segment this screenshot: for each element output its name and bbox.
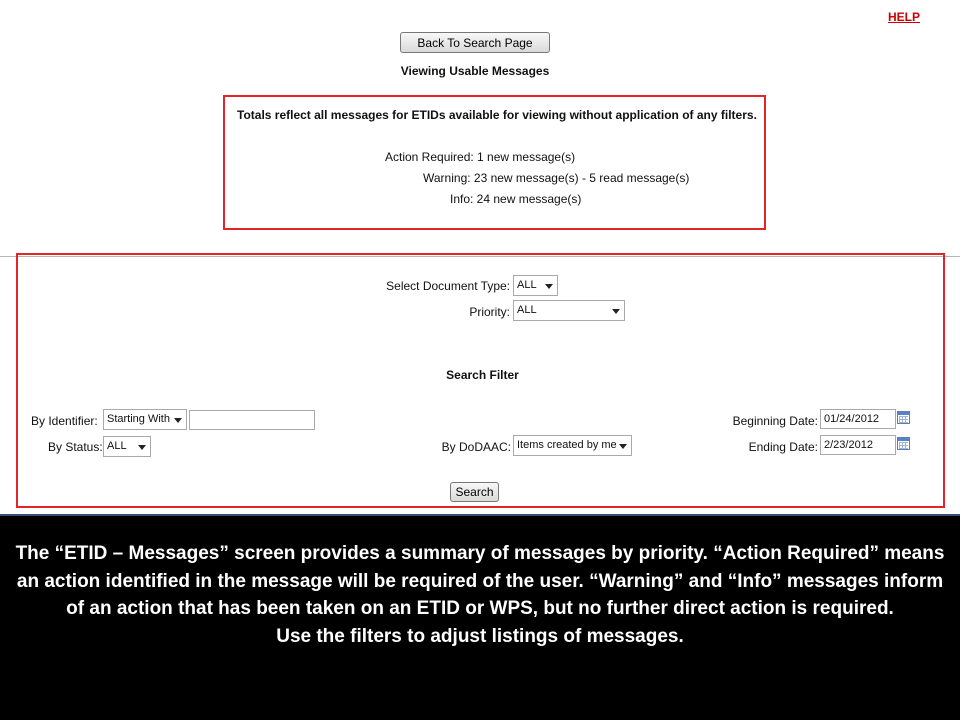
status-value: ALL — [107, 440, 127, 452]
totals-note: Totals reflect all messages for ETIDs available for viewing without application of any filters. — [237, 108, 757, 122]
caption-panel — [0, 514, 960, 720]
dodaac-value: Items created by me — [517, 439, 617, 451]
priority-select[interactable] — [513, 300, 625, 321]
identifier-mode-select[interactable] — [103, 409, 187, 430]
calendar-icon[interactable] — [897, 411, 910, 424]
info-total: Info: 24 new message(s) — [450, 192, 582, 206]
priority-value: ALL — [517, 304, 537, 316]
status-select[interactable] — [103, 436, 151, 457]
chevron-down-icon — [612, 309, 620, 314]
warning-total: Warning: 23 new message(s) - 5 read message(s) — [423, 171, 690, 185]
caption-instruction: Use the filters to adjust listings of messages. — [276, 625, 684, 647]
beginning-date-input[interactable]: 01/24/2012 — [820, 409, 896, 429]
back-to-search-button[interactable]: Back To Search Page — [400, 32, 550, 53]
ending-date-label: Ending Date: — [748, 440, 818, 454]
action-required-total: Action Required: 1 new message(s) — [385, 150, 576, 164]
totals-summary-box — [223, 95, 766, 230]
dodaac-label: By DoDAAC: — [441, 440, 511, 454]
identifier-input[interactable] — [189, 410, 315, 430]
chevron-down-icon — [619, 444, 627, 449]
help-link[interactable]: HELP — [887, 10, 920, 24]
chevron-down-icon — [138, 445, 146, 450]
dodaac-select[interactable] — [513, 435, 632, 456]
priority-label: Priority: — [469, 305, 510, 319]
calendar-icon[interactable] — [897, 437, 910, 450]
identifier-label: By Identifier: — [31, 414, 98, 428]
status-label: By Status: — [48, 440, 103, 454]
identifier-mode-value: Starting With — [107, 413, 170, 425]
ending-date-input[interactable]: 2/23/2012 — [820, 435, 896, 455]
doc-type-label: Select Document Type: — [386, 279, 510, 293]
chevron-down-icon — [174, 418, 182, 423]
beginning-date-label: Beginning Date: — [732, 414, 818, 428]
doc-type-select[interactable] — [513, 275, 558, 296]
chevron-down-icon — [545, 284, 553, 289]
filter-panel — [16, 253, 945, 508]
page-title: Viewing Usable Messages — [400, 64, 550, 78]
caption-description: The “ETID – Messages” screen provides a summary of messages by priority. “Action Required” means an action identified in the message will be required of the user. “Warning” and “Info” messages inform of an action that has been taken on an ETID or WPS, but no further direct action is required. — [15, 543, 945, 619]
search-button[interactable]: Search — [450, 482, 499, 502]
search-filter-title: Search Filter — [446, 368, 519, 382]
caption-text — [10, 540, 950, 650]
doc-type-value: ALL — [517, 279, 537, 291]
